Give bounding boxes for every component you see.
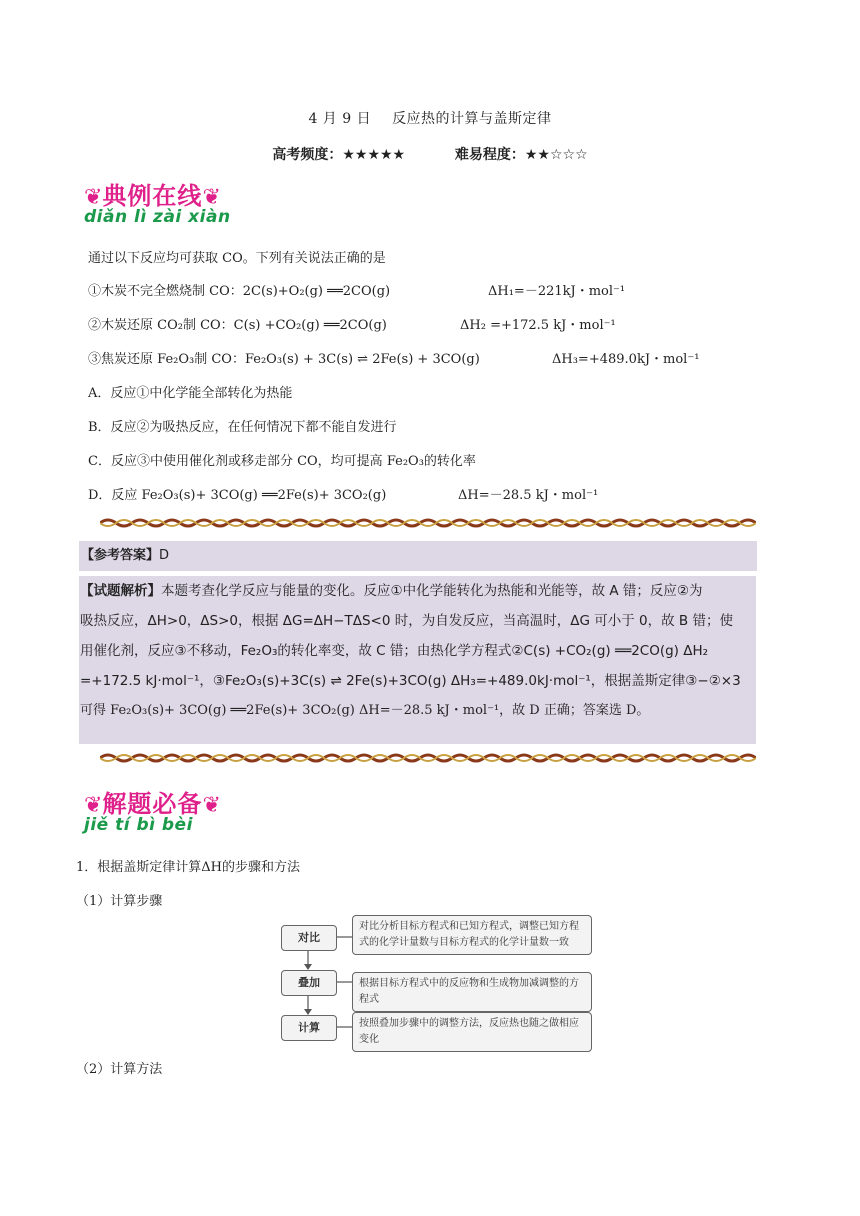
- explanation-box: [79, 576, 756, 744]
- reference-answer: [79, 541, 757, 571]
- answer-label: 【参考答案】: [81, 548, 160, 563]
- page-title: [0, 108, 860, 128]
- banner-jieti-bibei: [84, 784, 221, 835]
- banner-dianli-zaixian: [84, 176, 231, 227]
- option-b: B．反应②为吸热反应，在任何情况下都不能自发进行: [88, 420, 397, 435]
- explanation-line-4: =+172.5 kJ·mol⁻¹，③Fe₂O₃(s)+3C(s) ⇌ 2Fe(s)+3CO(g) ΔH₃=+489.0kJ·mol⁻¹，根据盖斯定律③−②×3: [80, 673, 741, 689]
- reaction-1-dh: ΔH₁=－221kJ・mol⁻¹: [488, 284, 626, 299]
- flow-desc-calc: 按照叠加步骤中的调整方法，反应热也随之做相应变化: [352, 1012, 592, 1052]
- reaction-2-eq: ②木炭还原 CO₂制 CO：C(s) +CO₂(g) ══2CO(g): [88, 318, 387, 333]
- explanation-line-5: 可得 Fe₂O₃(s)+ 3CO(g) ══2Fe(s)+ 3CO₂(g) ΔH=－28.5 kJ・mol⁻¹，故 D 正确；答案选 D。: [80, 703, 650, 718]
- frequency-rating: 高考频度：★★★★★: [272, 147, 406, 163]
- swirl-left-icon: ❦: [84, 185, 103, 210]
- option-d-dh: ΔH=－28.5 kJ・mol⁻¹: [458, 488, 599, 503]
- reaction-1: [88, 280, 768, 299]
- flow-desc-add: 根据目标方程式中的反应物和生成物加减调整的方程式: [352, 972, 592, 1012]
- answer-value: D: [159, 548, 170, 563]
- banner-chinese: 典例在线: [102, 182, 203, 210]
- title-topic: 反应热的计算与盖斯定律: [392, 111, 552, 127]
- flow-step-add: 叠加: [281, 970, 337, 996]
- subheading-steps: （1）计算步骤: [76, 894, 163, 909]
- explanation-line-3: 用催化剂，反应③不移动，Fe₂O₃的转化率变，故 C 错；由热化学方程式②C(s) +CO₂(g) ══2CO(g) ΔH₂: [80, 643, 709, 659]
- reaction-2-dh: ΔH₂ =+172.5 kJ・mol⁻¹: [460, 318, 616, 333]
- section-heading: 1．根据盖斯定律计算ΔH的步骤和方法: [76, 860, 300, 875]
- flow-desc-compare: 对比分析目标方程式和已知方程式，调整已知方程式的化学计量数与目标方程式的化学计量数一致: [352, 915, 592, 955]
- option-a: A．反应①中化学能全部转化为热能: [88, 386, 293, 401]
- title-date: 4 月 9 日: [308, 111, 372, 127]
- ornament-divider-bottom: [100, 752, 756, 764]
- explanation-line-2: 吸热反应，ΔH>0，ΔS>0，根据 ΔG=ΔH−TΔS<0 时，为自发反应，当高温时，ΔG 可小于 0，故 B 错；使: [80, 613, 733, 629]
- banner2-chinese: 解题必备: [102, 790, 203, 818]
- reaction-3-eq: ③焦炭还原 Fe₂O₃制 CO：Fe₂O₃(s) + 3C(s) ⇌ 2Fe(s) + 3CO(g): [88, 352, 480, 367]
- explanation-label: 【试题解析】: [80, 583, 161, 599]
- difficulty-rating: 难易程度：★★☆☆☆: [454, 147, 588, 163]
- reaction-3-dh: ΔH₃=+489.0kJ・mol⁻¹: [552, 352, 700, 367]
- reaction-3: [88, 348, 768, 367]
- banner2-pinyin: jiě tí bì bèi: [84, 815, 193, 835]
- flow-step-calc: 计算: [281, 1015, 337, 1041]
- explanation-line-1: 本题考查化学反应与能量的变化。反应①中化学能转化为热能和光能等，故 A 错；反应②为: [161, 583, 703, 599]
- swirl-right-icon: ❦: [202, 185, 221, 210]
- question-stem: 通过以下反应均可获取 CO。下列有关说法正确的是: [88, 251, 386, 266]
- option-d-eq: D．反应 Fe₂O₃(s)+ 3CO(g) ══2Fe(s)+ 3CO₂(g): [88, 488, 387, 503]
- option-d: [88, 484, 768, 503]
- reaction-1-eq: ①木炭不完全燃烧制 CO：2C(s)+O₂(g) ══2CO(g): [88, 284, 391, 299]
- swirl-right-icon: ❦: [202, 793, 221, 818]
- banner-pinyin: diǎn lì zài xiàn: [84, 207, 231, 227]
- option-c: C．反应③中使用催化剂或移走部分 CO，均可提高 Fe₂O₃的转化率: [88, 454, 476, 469]
- reaction-2: [88, 314, 768, 333]
- steps-flow-diagram: [280, 914, 590, 1044]
- flow-step-compare: 对比: [281, 925, 337, 951]
- swirl-left-icon: ❦: [84, 793, 103, 818]
- rating-line: [0, 144, 860, 164]
- ornament-divider-top: [100, 517, 756, 529]
- subheading-methods: （2）计算方法: [76, 1062, 163, 1077]
